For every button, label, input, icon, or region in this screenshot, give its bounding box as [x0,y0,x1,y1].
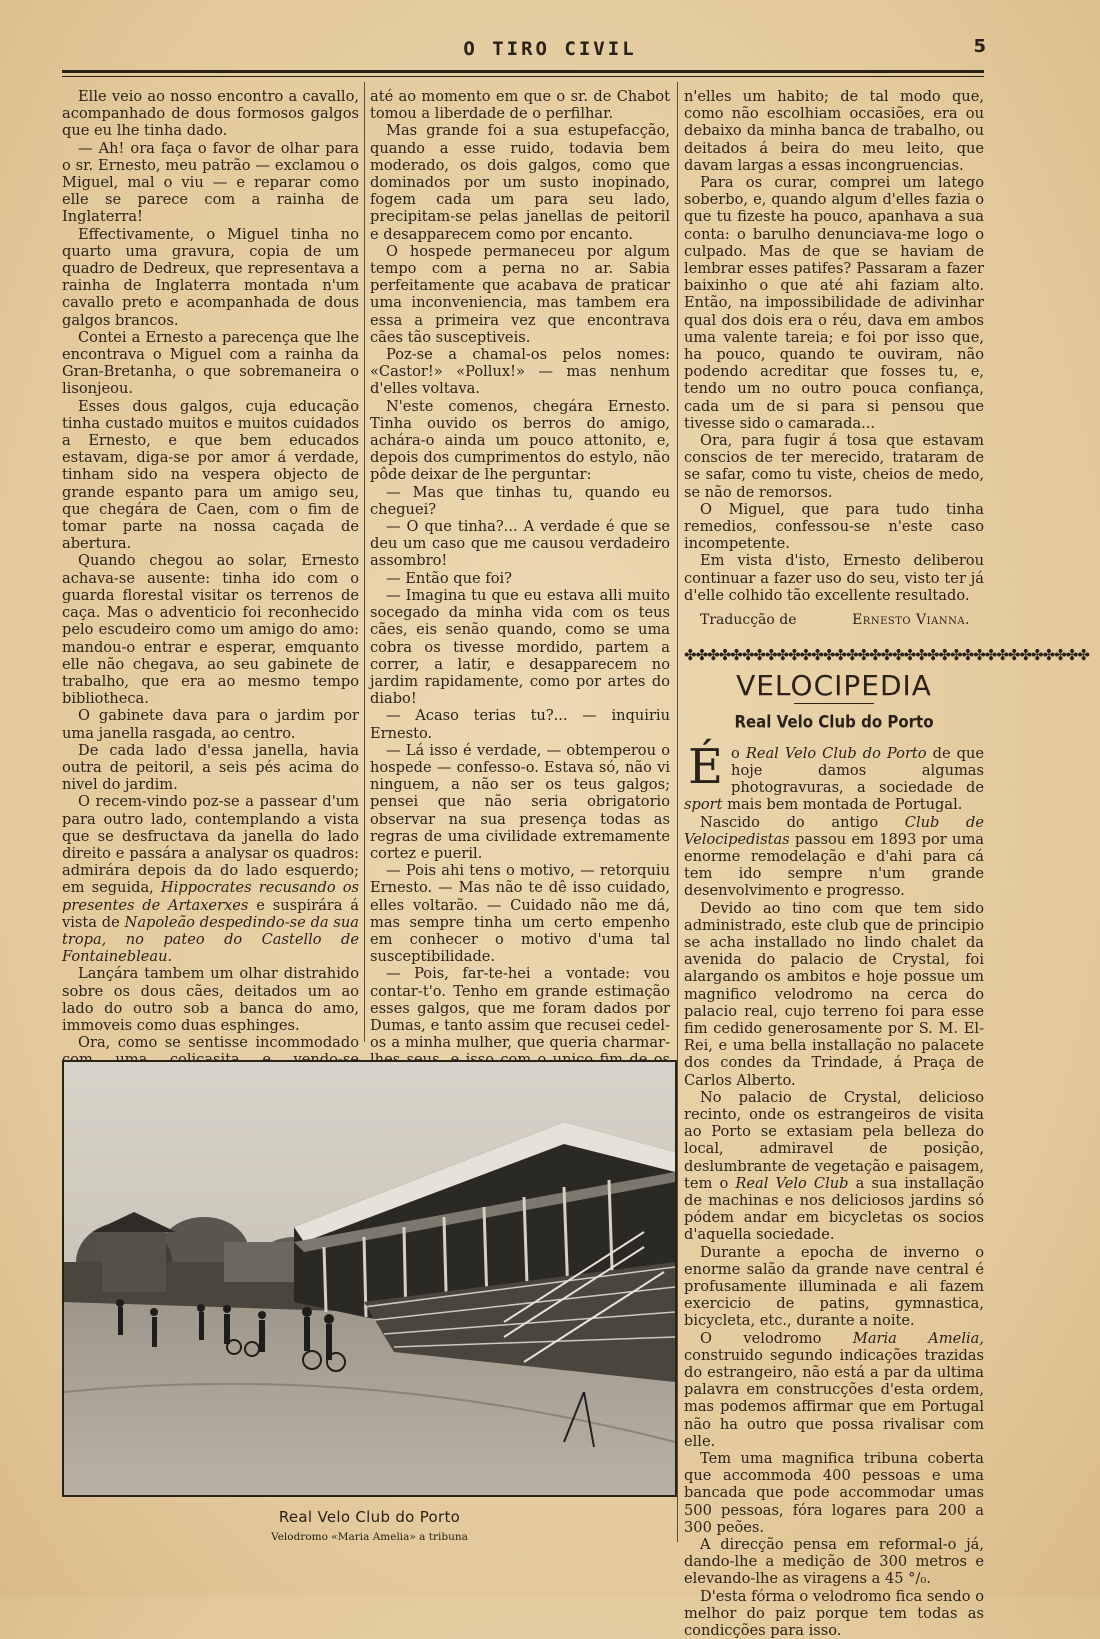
sport-word: sport [684,796,723,814]
text-run: passou em 1893 por uma enorme remodelação e d'ahi para cá tem ido sempre n'um grande desenvolvimento e progresso. [684,830,984,900]
paragraph [62,793,359,965]
paragraph [684,814,984,900]
paragraph: — Ah! ora faça o favor de olhar para o sr. Ernesto, meu patrão — exclamou o Miguel, mal o viu — e reparar como elle se parece com a rainha de Inglaterra! [62,139,359,226]
paragraph [684,1330,984,1450]
text-run: o [731,744,746,762]
page-number: 5 [973,36,986,57]
paragraph: A direcção pensa em reformal-o já, dando-lhe a medição de 300 metros e elevando-lhe as viragens a 45 °/₀. [684,1536,984,1588]
club-name: Club de Velocipedistas [684,813,984,848]
column-rule-1 [364,82,365,1042]
paragraph: Effectivamente, o Miguel tinha no quarto uma gravura, copia de um quadro de Dedreux, que representava a rainha de Inglaterra montada n'um cavallo preto e acompanhada de dous galgos brancos. [62,225,359,329]
paragraph: — Lá isso é verdade, — obtemperou o hospede — confesso-o. Estava só, não vi ninguem, a não ser os teus galgos; pensei que não seria obrigatorio observar na sua presença todas as regras de uma civilidade extremamente cortez e pueril. [370,741,670,862]
paragraph: — Imagina tu que eu estava alli muito socegado da minha vida com os teus cães, eis senão quando, como se uma cobra os tivesse mordido, partem a correr, a latir, e desapparecem no jardim rapidamente, como por artes do diabo! [370,586,670,708]
translator-signature [684,612,984,629]
painting-title: Hippocrates recusando os presentes de Artaxerxes [62,879,359,914]
figure-subcaption: Velodromo «Maria Amelia» a tribuna [271,1531,468,1543]
text-run: O recem-vindo poz-se a passear d'um para outro lado, contemplando a vista que se desfructava da janella do lado direito e passára a analysar os quadros: admirára depois da do lado esquerdo; em seguida, [62,793,359,897]
paragraph: Em vista d'isto, Ernesto deliberou continuar a fazer uso do seu, visto ter já d'elle colhido tão excellente resultado. [684,552,984,604]
building [224,1242,294,1282]
paragraph: Devido ao tino com que tem sido administrado, este club que de principio se acha installado no lindo chalet da avenida do palacio de Crystal, foi alargando os ambitos e hoje possue um magnifico velodromo na cerca do palacio real, cujo terreno foi para esse fim cedido generosamente por S. M. El-Rei, e uma bella installação no palacete dos condes da Trindade, á Praça de Carlos Alberto. [684,899,984,1089]
club-name: Real Velo Club [735,1174,849,1192]
text-run: mais bem montada de Portugal. [722,796,963,814]
section-title: VELOCIPEDIA [736,669,932,703]
signature-label: Traducção de [700,612,797,629]
velodrome-photo-illustration [64,1062,675,1495]
paragraph: — Acaso terias tu?... — inquiriu Ernesto. [370,707,670,742]
drop-cap: É [688,738,724,795]
paragraph: — Mas que tinhas tu, quando eu cheguei? [370,483,670,518]
paragraph: Durante a epocha de inverno o enorme salão da grande nave central é profusamente illuminada e ali fazem exercicio de patins, gymnastica, bicycleta, etc., durante a noite. [684,1243,984,1330]
paragraph: O gabinete dava para o jardim por uma janella rasgada, ao centro. [62,707,359,742]
paragraph: Contei a Ernesto a parecença que lhe encontrava o Miguel com a rainha da Gran-Bretanha, o que sobremaneira o lisonjeou. [62,328,359,398]
paragraph: — O que tinha?... A verdade é que se deu um caso que me causou verdadeiro assombro! [370,518,670,570]
paragraph: D'esta fórma o velodromo fica sendo o melhor do paiz porque tem todas as condicções para isso. [684,1587,984,1639]
paragraph: N'este comenos, chegára Ernesto. Tinha ouvido os berros do amigo, achára-o ainda um pouco attonito, e, depois dos cumprimentos do estylo, não pôde deixar de lhe perguntar: [370,397,670,484]
paragraph: Esses dous galgos, cuja educação tinha custado muitos e muitos cuidados a Ernesto, e que bem educados estavam, diga-se por amor á verdade, tinham sido na vespera objecto de grande espanto para um amigo seu, que chegára de Caen, com o fim de tomar parte na nossa caçada de abertura. [62,397,359,553]
text-run: e suspirára á vista de [62,896,359,931]
text-run: Nascido do antigo [700,813,905,831]
paragraph: n'elles um habito; de tal modo que, como não escolhiam occasiões, era ou debaixo da minha banca de trabalho, ou deitados á beira do meu leito, que davam largas a essas incongruencias. [684,88,984,174]
column-rule-2 [677,82,678,1542]
paragraph: Poz-se a chamal-os pelos nomes: «Castor!» «Pollux!» — mas nenhum d'elles voltava. [370,346,670,398]
paragraph: Para os curar, comprei um latego soberbo, e, quando algum d'elles fazia o que tu fizeste ha pouco, apanhava a sua conta: o barulho denunciava-me logo o culpado. Mas de que se haviam de lembrar esses patifes? Passaram a fazer baixinho o que até ahi faziam alto. Então, na impossibilidade de adivinhar qual dos dois era o réu, dava em ambos uma valente tareia; e foi por isso que, ha pouco, quando te ouviram, não podendo acreditar que fosses tu, e, tendo um no outro pouca confiança, cada um de si para si pensou que tivesse sido o camarada... [684,174,984,432]
club-name: Real Velo Club do Porto [745,744,927,762]
paragraph: Tem uma magnifica tribuna coberta que accommoda 400 pessoas e uma bancada que pode accommodar umas 500 pessoas, fóra logares para 200 a 300 peões. [684,1450,984,1536]
article-column-2 [370,88,670,1052]
text-run: de que hoje damos algumas photogravuras, a sociedade de [731,744,984,797]
text-run: a sua installação de machinas e nos deliciosos jardins só pódem andar em bicycletas os socios d'aquella sociedade. [684,1174,985,1244]
article-column-1 [62,88,359,1052]
article-column-3 [684,88,1089,1639]
text-run: No palacio de Crystal, delicioso recinto, onde os estrangeiros de visita ao Porto se extasiam pela belleza do local, admiravel de posição, deslumbrante de vegetação e paisagem, tem o [684,1088,984,1192]
paragraph: Lançára tambem um olhar distrahido sobre os dous cães, deitados um ao lado do outro sob a banca do amo, immoveis como duas esphinges. [62,965,359,1034]
lead-paragraph [684,738,984,814]
text-run: O velodromo [700,1329,853,1347]
paragraph: Ora, como se sentisse incommodado [78,1034,359,1052]
figure-caption: Real Velo Club do Porto [278,1508,461,1526]
paragraph: O Miguel, que para tudo tinha remedios, confessou-se n'este caso incompetente. [684,500,984,553]
velodrome-photograph [62,1060,677,1497]
text-run: construido segundo indicações trazidas do estrangeiro, não está a par da ultima palavra em construcções d'esta ordem, mas podemos affirmar que em Portugal não ha outro que possa rivalisar com elle. [684,1346,984,1450]
paragraph: Elle veio ao nosso encontro a cavallo, acompanhado de dous formosos galgos que eu lhe tinha dado. [62,88,359,140]
header-rule-thick [62,70,984,73]
header-rule-thin [62,76,984,77]
painting-title: Napoleão despedindo-se da sua tropa, no pateo do Castello de Fontainebleau. [62,913,359,966]
paragraph: — Pois, far-te-hei a vontade: vou contar-t'o. Tenho em grande estimação esses galgos, que me foram dados por Dumas, e tanto assim que recusei cedel-os a minha mulher, que queria charmar- [370,965,670,1052]
paragraph: De cada lado d'essa janella, havia outra de peitoril, a seis pés acima do nivel do jardim. [62,741,359,794]
section-rule [794,703,874,704]
running-title: O TIRO CIVIL [463,38,637,60]
paragraph [684,1089,984,1244]
paragraph: até ao momento em que o sr. de Chabot tomou a liberdade de o perfilhar. [370,88,670,123]
velodrome-name: Maria Amelia, [852,1329,984,1347]
paragraph: O hospede permaneceu por algum tempo com a perna no ar. Sabia perfeitamente que acabava de praticar uma inconveniencia, mas tambem era essa a primeira vez que encontrava cães tão susceptiveis. [370,242,670,346]
paragraph: Ora, para fugir á tosa que estavam conscios de ter merecido, trataram de se safar, como tu viste, cheios de medo, se não de remorsos. [684,432,984,501]
paragraph: — Pois ahi tens o motivo, — retorquiu Ernesto. — Mas não te dê isso cuidado, elles voltarão. — Cuidado não me dá, mas sempre tinha um certo empenho em conhecer o motivo d'uma tal susceptibilidade. [370,862,670,966]
section-subtitle: Real Velo Club do Porto [734,711,934,732]
signature-author: Ernesto Vianna. [852,612,970,629]
paragraph: Mas grande foi a sua estupefacção, quando a esse ruido, todavia bem moderado, os dois galgos, como que dominados por um susto inopinado, fogem cada um para seu lado, precipitam-se pelas janellas de peitoril e desapparecem como por encanto. [370,122,670,243]
ornamental-divider: ✤✤✤✤✤✤✤✤✤✤✤✤✤✤✤✤✤✤✤✤✤✤✤✤✤✤✤✤✤✤✤✤✤✤✤ [684,646,1089,665]
paragraph: Quando chegou ao solar, Ernesto achava-se ausente: tinha ido com o guarda florestal visitar os terrenos de caça. Mas o adventicio foi reconhecido pelo escudeiro como um amigo do amo: mandou-o entrar e esperar, emquanto elle não chegava, ao seu gabinete de trabalho, que era ao mesmo tempo bibliotheca. [62,552,359,708]
paragraph: — Então que foi? [386,569,512,587]
